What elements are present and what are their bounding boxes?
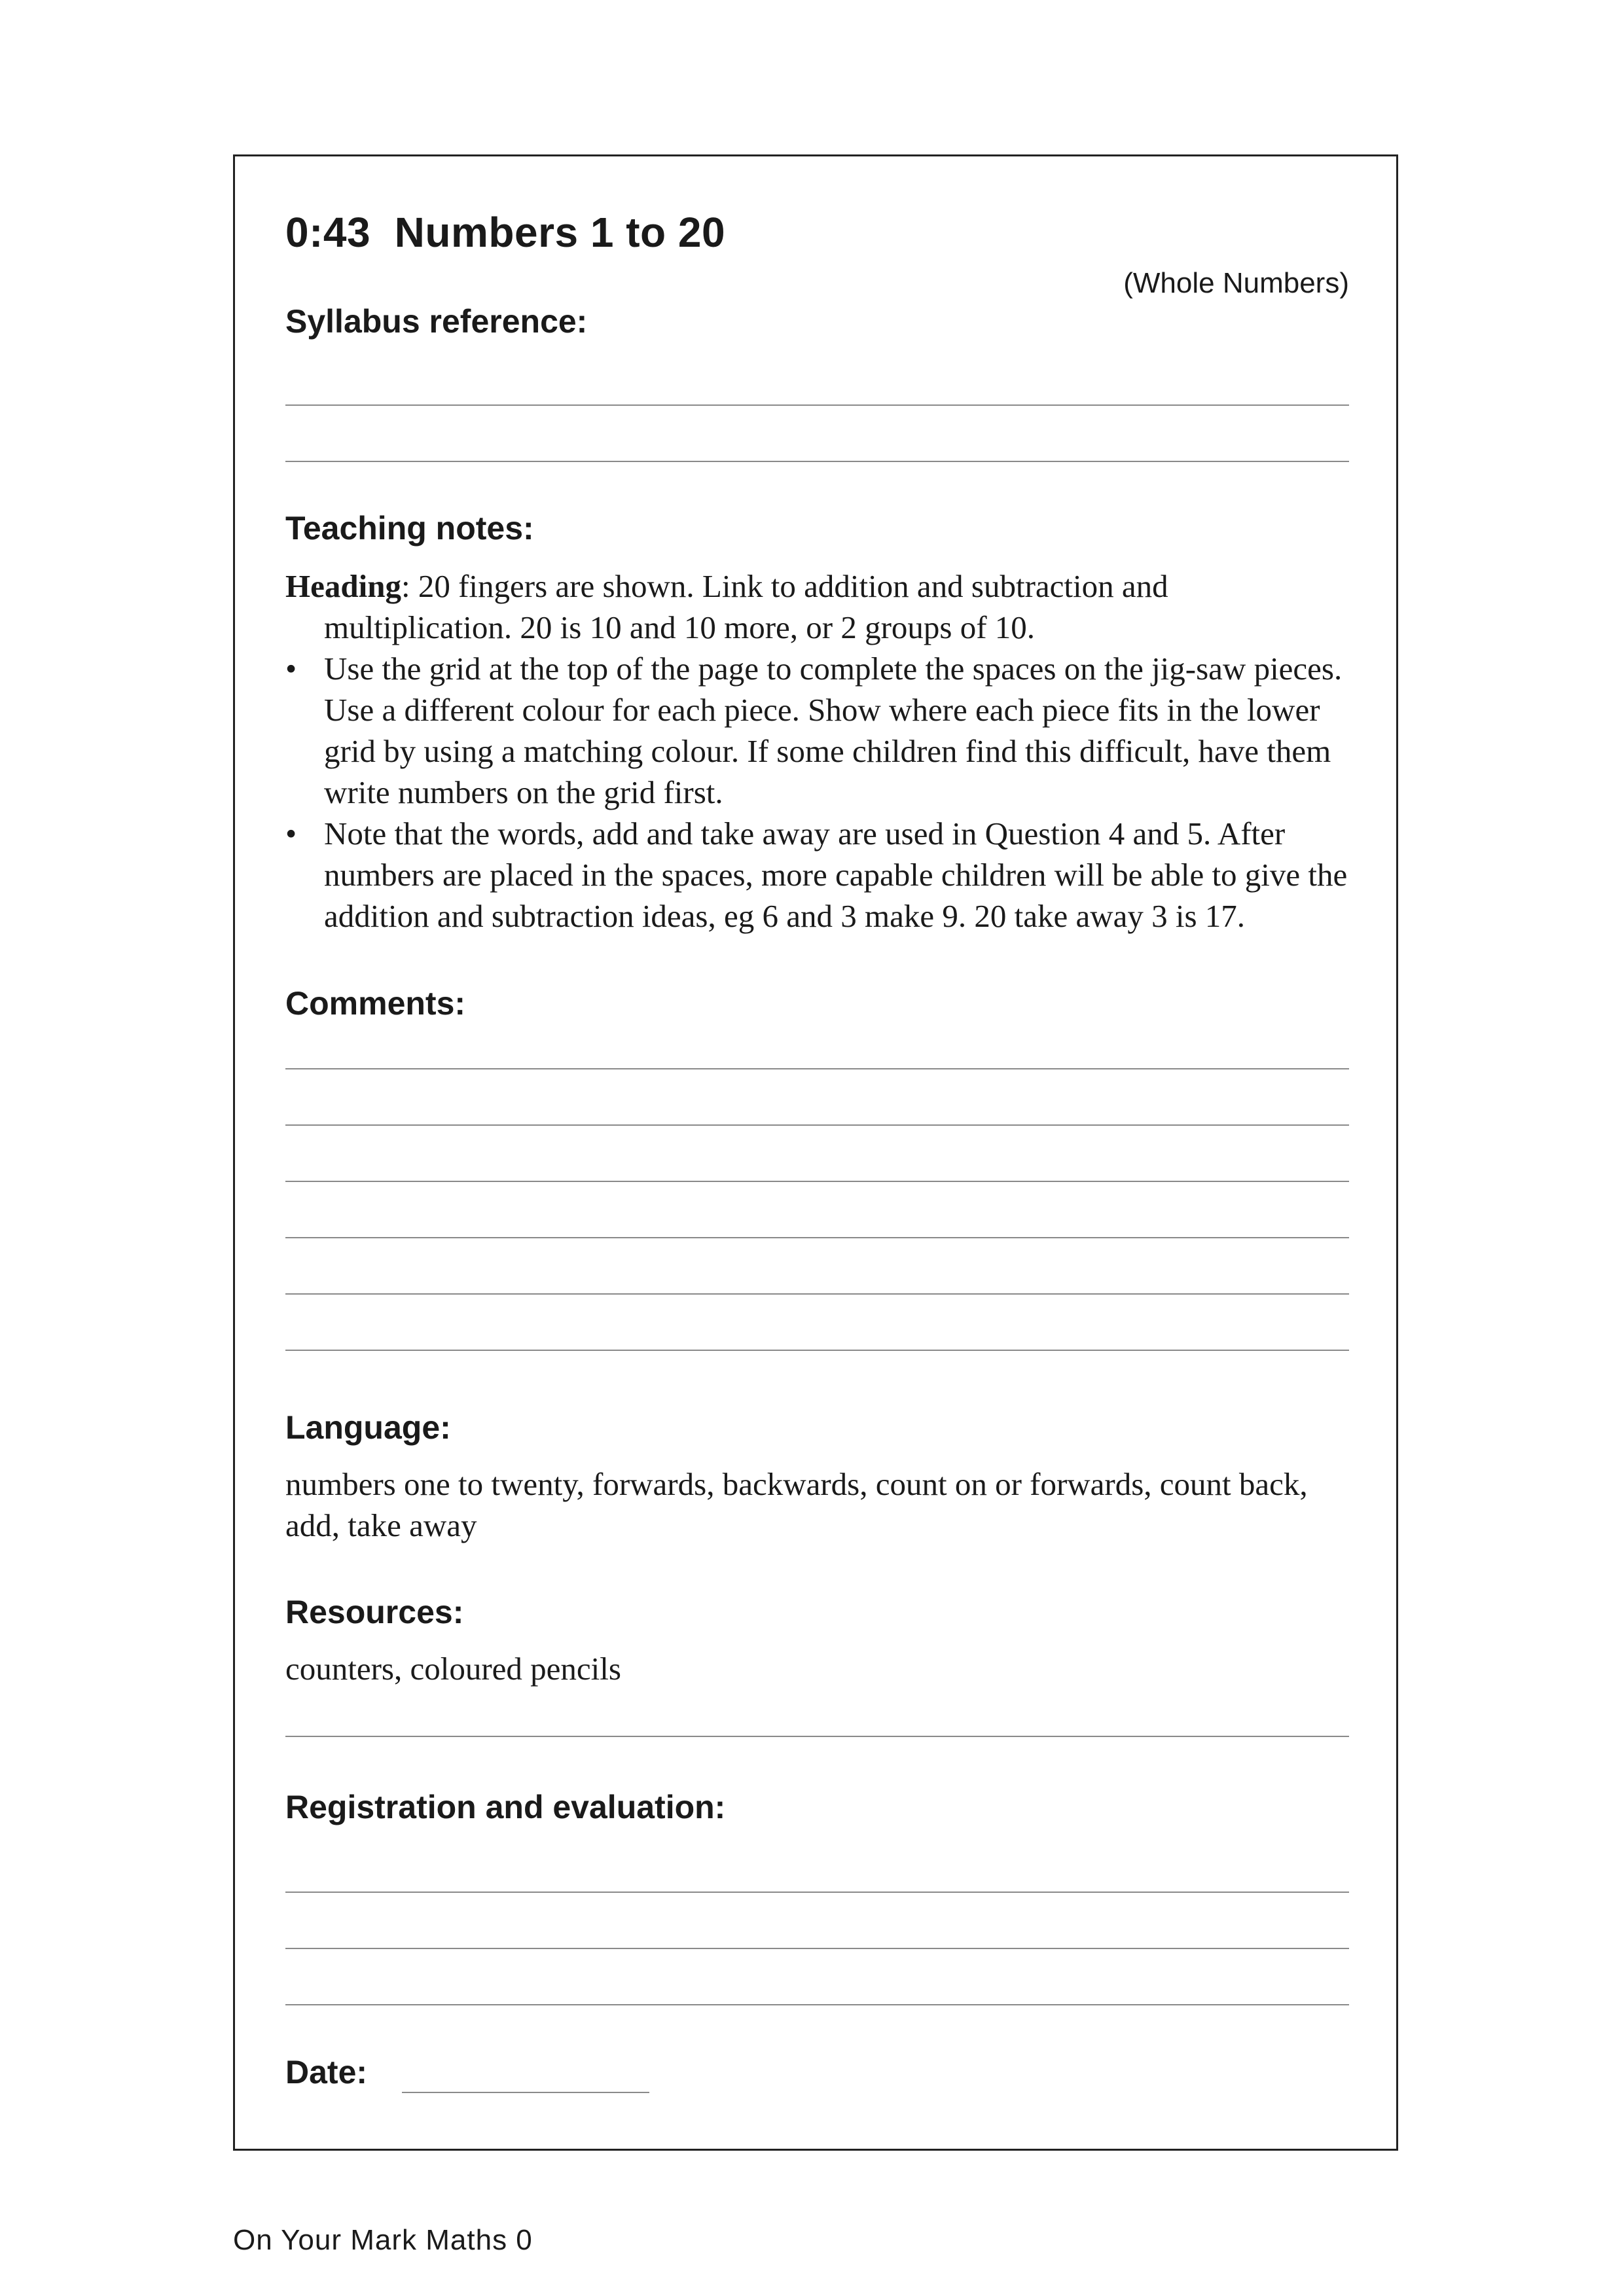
bullet-text: Use the grid at the top of the page to complete the spaces on the jig-saw pieces. Use a different colour for each piece. Show where each piece fits in the lower grid by using a matching colour. If some children find this difficult, have them write numbers on the grid first.	[324, 651, 1343, 810]
comments-line-6[interactable]	[285, 1350, 1349, 1351]
bullet-icon: •	[285, 651, 297, 687]
syllabus-line-2[interactable]	[285, 461, 1349, 462]
resources-line[interactable]	[285, 1736, 1349, 1737]
worksheet-frame	[233, 154, 1398, 2151]
teaching-note-bullet	[285, 648, 1359, 813]
syllabus-heading: Syllabus reference:	[285, 303, 588, 340]
teaching-notes-intro	[285, 565, 1359, 648]
registration-line-1[interactable]	[285, 1892, 1349, 1893]
comments-line-1[interactable]	[285, 1068, 1349, 1069]
teaching-notes-heading: Teaching notes:	[285, 510, 534, 547]
language-text: numbers one to twenty, forwards, backwards, count on or forwards, count back, add, take away	[285, 1466, 1308, 1543]
intro-text: : 20 fingers are shown. Link to addition and subtraction and multiplication. 20 is 10 and 10 more, or 2 groups of 10.	[324, 568, 1168, 645]
syllabus-line-1[interactable]	[285, 404, 1349, 406]
page-title: 0:43 Numbers 1 to 20	[285, 209, 726, 256]
registration-line-2[interactable]	[285, 1948, 1349, 1949]
teaching-notes-body	[285, 565, 1359, 937]
resources-text: counters, coloured pencils	[285, 1651, 621, 1687]
comments-line-2[interactable]	[285, 1124, 1349, 1126]
footer-text: On Your Mark Maths 0	[233, 2224, 533, 2256]
bullet-text: Note that the words, add and take away are used in Question 4 and 5. After numbers are placed in the spaces, more capable children will be able to give the addition and subtraction ideas, eg 6 and 3 make 9. 20 take away 3 is 17.	[324, 816, 1348, 934]
comments-line-5[interactable]	[285, 1293, 1349, 1295]
comments-line-4[interactable]	[285, 1237, 1349, 1238]
language-heading: Language:	[285, 1409, 451, 1446]
date-line[interactable]	[402, 2092, 649, 2093]
comments-line-3[interactable]	[285, 1181, 1349, 1182]
registration-line-3[interactable]	[285, 2004, 1349, 2005]
comments-heading: Comments:	[285, 985, 466, 1022]
date-label: Date:	[285, 2054, 368, 2090]
strand-label: (Whole Numbers)	[1123, 267, 1349, 299]
registration-heading: Registration and evaluation:	[285, 1789, 726, 1825]
intro-label: Heading	[285, 568, 401, 604]
teaching-note-bullet	[285, 813, 1359, 937]
resources-heading: Resources:	[285, 1594, 464, 1630]
bullet-icon: •	[285, 816, 297, 852]
